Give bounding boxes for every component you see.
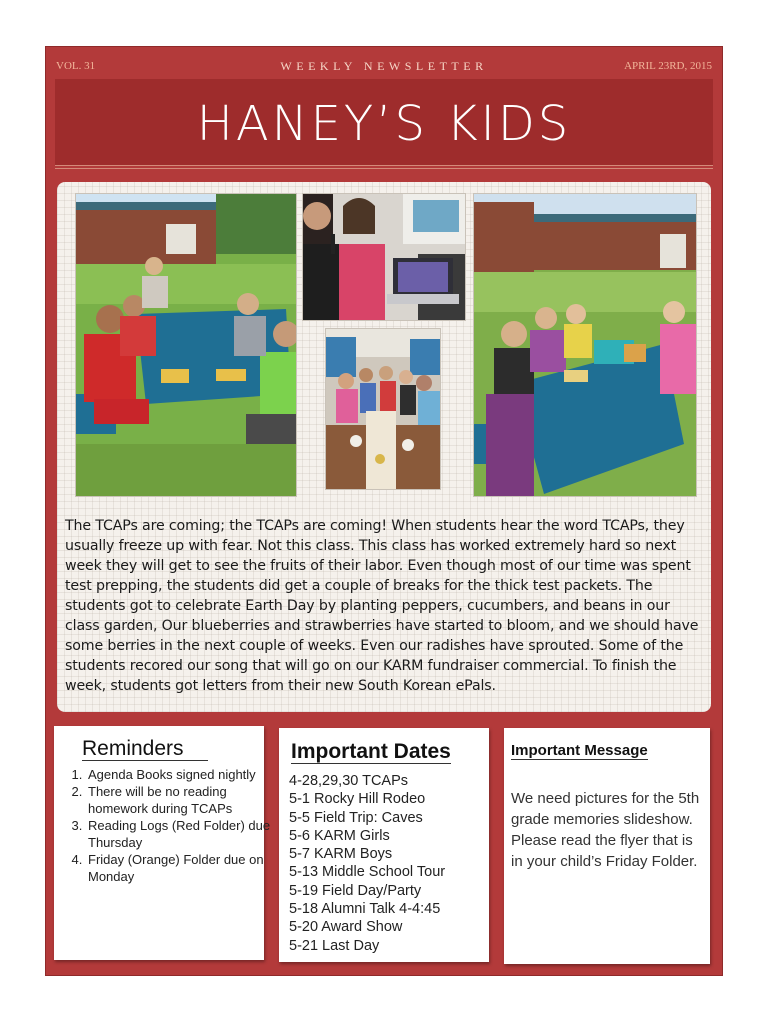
date-item: 5-18 Alumni Talk 4-4:45 xyxy=(289,901,441,918)
volume-label: VOL. 31 xyxy=(56,60,96,72)
weekly-newsletter-label: WEEKLY NEWSLETTER xyxy=(280,59,488,73)
photo-students-recording-song-image xyxy=(303,194,465,320)
date-item: 5-13 Middle School Tour xyxy=(289,864,446,881)
newsletter-title: HANEY’S KIDS xyxy=(196,96,572,152)
issue-date: APRIL 23RD, 2015 xyxy=(624,60,712,72)
photo-classroom-party-image xyxy=(326,329,440,489)
important-dates-heading: Important Dates xyxy=(291,740,451,763)
photo-students-eating-outside-image xyxy=(474,194,696,496)
important-message-card xyxy=(504,728,710,964)
photo-classroom-party xyxy=(325,328,441,490)
reminder-item: 3. Reading Logs (Red Folder) due Thursday xyxy=(86,817,276,851)
banner-divider xyxy=(55,168,713,169)
important-message-text: We need pictures for the 5th grade memories slideshow. Please read the flyer that is in your child’s Friday Folder. xyxy=(511,790,700,870)
date-item: 5-7 KARM Boys xyxy=(289,846,393,863)
date-item: 5-19 Field Day/Party xyxy=(289,882,422,899)
important-dates-list xyxy=(289,772,445,955)
date-item: 5-5 Field Trip: Caves xyxy=(289,809,423,826)
date-item: 5-21 Last Day xyxy=(289,937,380,954)
reminder-item: 1. Agenda Books signed nightly xyxy=(86,766,276,783)
date-item: 5-1 Rocky Hill Rodeo xyxy=(289,791,426,808)
reminder-item: 4. Friday (Orange) Folder due on Monday xyxy=(86,851,276,885)
photo-students-picnic-table xyxy=(75,193,297,497)
photo-students-picnic-table-image xyxy=(76,194,296,496)
date-item: 4-28,29,30 TCAPs xyxy=(289,773,409,789)
masthead-topline xyxy=(45,58,723,74)
reminders-list xyxy=(60,766,276,885)
date-item: 5-20 Award Show xyxy=(289,919,403,936)
important-dates-card xyxy=(279,728,489,962)
reminders-heading: Reminders xyxy=(82,738,208,761)
reminders-card xyxy=(54,726,271,960)
reminder-item: 2. There will be no reading homework during TCAPs xyxy=(86,783,276,817)
photo-students-eating-outside xyxy=(473,193,697,497)
photo-students-recording-song xyxy=(302,193,466,321)
important-message-heading: Important Message xyxy=(511,742,648,759)
title-banner xyxy=(55,79,713,166)
story-text: The TCAPs are coming; the TCAPs are coming! When students hear the word TCAPs, they usually freeze up with fear. Not this class. This class has worked extremely hard so next week they will get to see the fruits of their labor. Even though most of our time was spent test prepping, the students did get a couple of breaks for the thick test packets. The students got to celebrate Earth Day by planting peppers, cucumbers, and beans in our class garden, Our blueberries and strawberries have started to bloom, and we should have some berries in the next couple of weeks. Even our radishes have sprouted. Some of the students recored our song that will go on our KARM fundraiser commercial. To finish the week, students got letters from their new South Korean ePals. xyxy=(65,518,699,694)
story-panel xyxy=(57,182,711,712)
date-item: 5-6 KARM Girls xyxy=(289,827,390,844)
newsletter-page xyxy=(45,46,723,976)
